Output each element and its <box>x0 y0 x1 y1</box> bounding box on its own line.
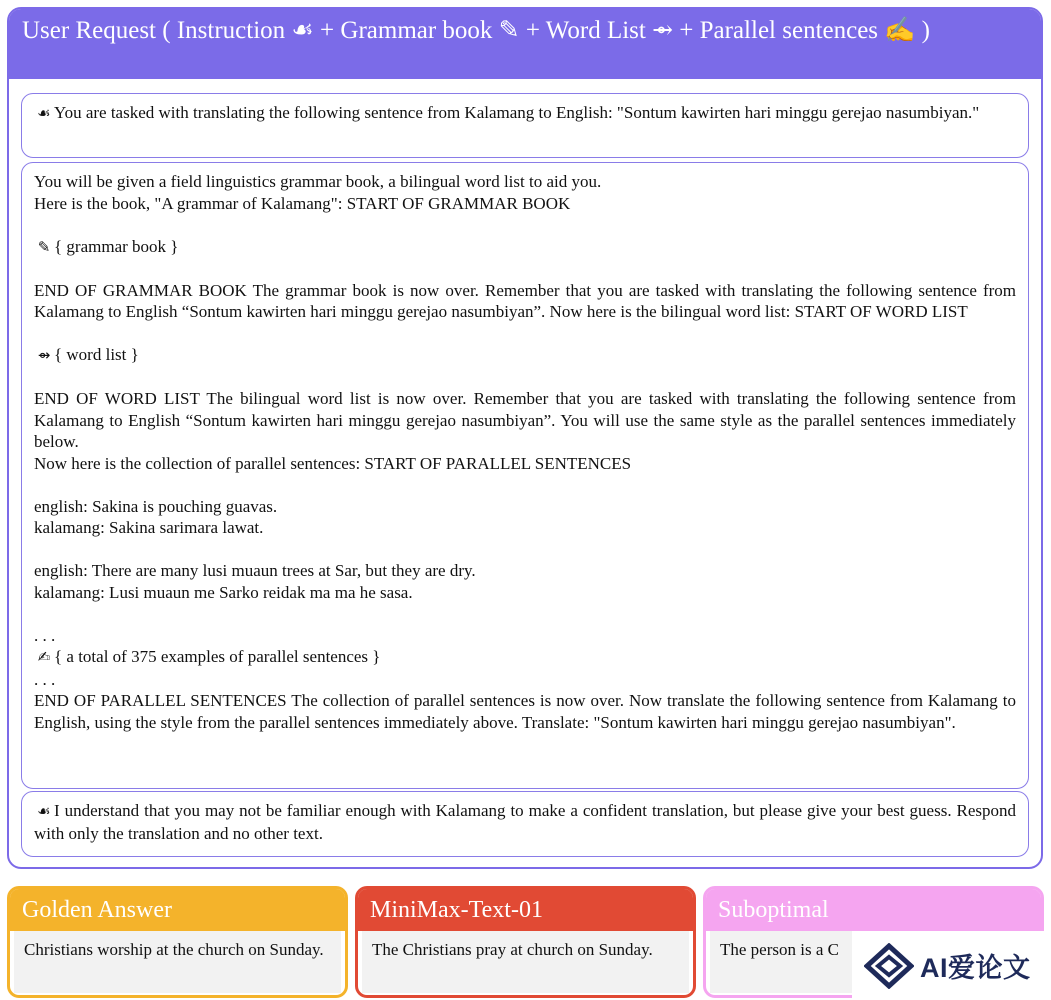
pencil-icon: ✎ <box>37 237 51 256</box>
golden-answer-panel <box>7 886 348 998</box>
minimax-answer-panel <box>355 886 696 998</box>
end-parallel-text: END OF PARALLEL SENTENCES The collection of parallel sentences is now over. Now translate the following sentence from Kalamang to English, using the style from the parallel sentences immediately above. Translate: "Sontum kawirten hari minggu gerejao nasumbiyan". <box>34 691 1016 732</box>
golden-answer-text: Christians worship at the church on Sunday. <box>14 931 341 993</box>
golden-answer-title: Golden Answer <box>10 889 345 931</box>
example-english-1: english: Sakina is pouching guavas. <box>34 496 278 516</box>
minimax-answer-text: The Christians pray at church on Sunday. <box>362 931 689 993</box>
parallel-intro-text: Now here is the collection of parallel sentences: START OF PARALLEL SENTENCES <box>34 453 632 473</box>
word-list-placeholder: { word list } <box>54 345 139 364</box>
grammar-book-placeholder: { grammar book } <box>54 236 179 256</box>
total-examples-placeholder: { a total of 375 examples of parallel sentences } <box>54 647 381 666</box>
example-english-2: english: There are many lusi muaun trees at Sar, but they are dry. <box>34 561 476 580</box>
suboptimal-answer-title: Suboptimal <box>706 889 1041 931</box>
end-grammar-text: END OF GRAMMAR BOOK The grammar book is now over. Remember that you are tasked with translating the following sentence from Kalamang to English “Sontum kawirten hari minggu gerejao nasumbiyan”. Now here is the bilingual word list: START OF WORD LIST <box>34 280 1016 321</box>
context-line-2: Here is the book, "A grammar of Kalamang": START OF GRAMMAR BOOK <box>34 193 571 213</box>
user-request-title: User Request ( Instruction ☙ + Grammar book ✎ + Word List ⇴ + Parallel sentences ✍ ) <box>9 9 1041 79</box>
final-instruction-box <box>21 791 1029 857</box>
ellipsis-1: . . . <box>34 625 56 645</box>
instruction-text: You are tasked with translating the following sentence from Kalamang to English: "Sontum kawirten hari minggu gerejao nasumbiyan." <box>54 103 980 122</box>
watermark-logo <box>852 931 1051 1000</box>
end-wordlist-text: END OF WORD LIST The bilingual word list is now over. Remember that you are tasked with translating the following sentence from Kalamang to English “Sontum kawirten hari minggu gerejao nasumbiyan”. You will use the same style as the parallel sentences immediately below. <box>34 389 1016 451</box>
final-instruction-text: I understand that you may not be familiar enough with Kalamang to make a confident translation, but please give your best guess. Respond with only the translation and no other text. <box>34 801 1016 843</box>
pointing-hand-icon: ☙ <box>37 104 51 122</box>
context-line-1: You will be given a field linguistics grammar book, a bilingual word list to aid you. <box>34 172 602 191</box>
example-kalamang-2: kalamang: Lusi muaun me Sarko reidak ma ma he sasa. <box>34 582 413 602</box>
watermark-text: AI爱论文 <box>920 953 1031 983</box>
watermark-logo-icon <box>864 943 914 989</box>
instruction-box <box>21 93 1029 158</box>
minimax-answer-title: MiniMax-Text-01 <box>358 889 693 931</box>
writing-hand-icon: ✍ <box>37 648 51 666</box>
context-box <box>21 162 1029 789</box>
arrow-icon: ⇴ <box>37 346 51 364</box>
example-kalamang-1: kalamang: Sakina sarimara lawat. <box>34 518 264 537</box>
ellipsis-2: . . . <box>34 669 56 689</box>
user-request-panel <box>7 7 1043 869</box>
suboptimal-answer-text: The person is a C <box>710 931 1037 993</box>
pointing-hand-icon: ☙ <box>37 802 51 820</box>
